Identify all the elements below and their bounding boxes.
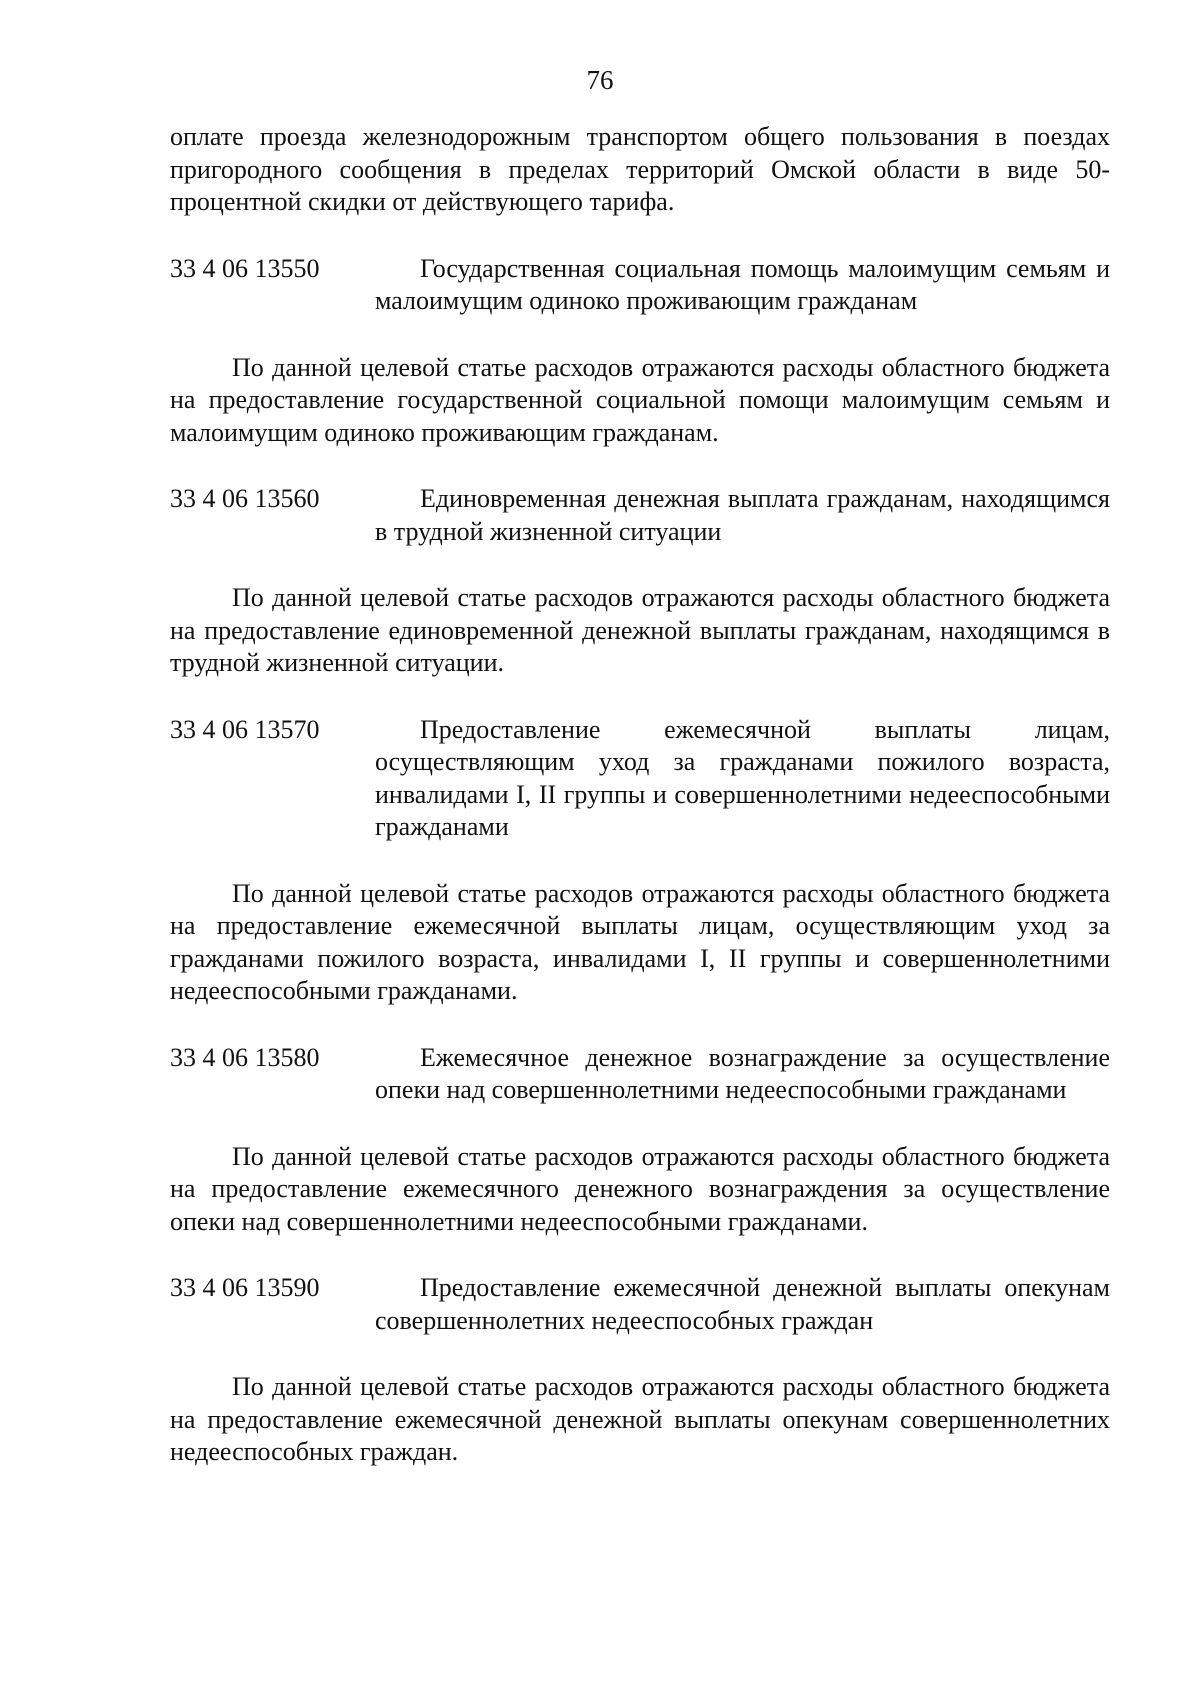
budget-entry-13580 <box>170 1042 1110 1107</box>
entry-code: 33 4 06 13590 <box>170 1273 320 1302</box>
budget-entry-13550 <box>170 253 1110 318</box>
entry-title: Предоставление ежемесячной денежной выплаты опекунам совершеннолетних недееспособных граждан <box>375 1273 1110 1335</box>
entry-description: По данной целевой статье расходов отражаются расходы областного бюджета на предоставление государственной социальной помощи малоимущим семьям и малоимущим одиноко проживающим гражданам. <box>170 352 1110 447</box>
entry-title: Государственная социальная помощь малоимущим семьям и малоимущим одиноко проживающим гражданам <box>375 253 1110 315</box>
page-number: 76 <box>586 65 614 95</box>
entry-code: 33 4 06 13570 <box>170 714 320 744</box>
entry-title: Единовременная денежная выплата гражданам, находящимся в трудной жизненной ситуации <box>375 484 1110 546</box>
entry-description: По данной целевой статье расходов отражаются расходы областного бюджета на предоставление единовременной денежной выплаты гражданам, находящимся в трудной жизненной ситуации. <box>170 583 1110 677</box>
continuation-paragraph: оплате проезда железнодорожным транспортом общего пользования в поездах пригородного сообщения в пределах территорий Омской области в виде 50-процентной скидки от действующего тарифа. <box>170 122 1110 216</box>
budget-entry-13590 <box>170 1272 1110 1337</box>
entry-title: Предоставление ежемесячной выплаты лицам, осуществляющим уход за гражданами пожилого возраста, инвалидами I, II группы и совершеннолетними недееспособными гражданами <box>375 714 1110 841</box>
entry-description: По данной целевой статье расходов отражаются расходы областного бюджета на предоставление ежемесячной выплаты лицам, осуществляющим уход за гражданами пожилого возраста, инвалидами I, II группы и совершеннолетними недееспособными гражданами. <box>170 878 1110 1005</box>
entry-code: 33 4 06 13580 <box>170 1042 320 1072</box>
document-body <box>170 121 1110 1503</box>
entry-description: По данной целевой статье расходов отражаются расходы областного бюджета на предоставление ежемесячного денежного вознаграждения за осуществление опеки над совершеннолетними недееспособными гражданами. <box>170 1141 1110 1236</box>
entry-code: 33 4 06 13550 <box>170 253 320 283</box>
entry-code: 33 4 06 13560 <box>170 484 320 513</box>
entry-description: По данной целевой статье расходов отражаются расходы областного бюджета на предоставление ежемесячной денежной выплаты опекунам совершеннолетних недееспособных граждан. <box>170 1372 1110 1466</box>
budget-entry-13560 <box>170 483 1110 548</box>
entry-title: Ежемесячное денежное вознаграждение за осуществление опеки над совершеннолетними недееспособными гражданами <box>375 1042 1110 1104</box>
budget-entry-13570 <box>170 714 1110 844</box>
